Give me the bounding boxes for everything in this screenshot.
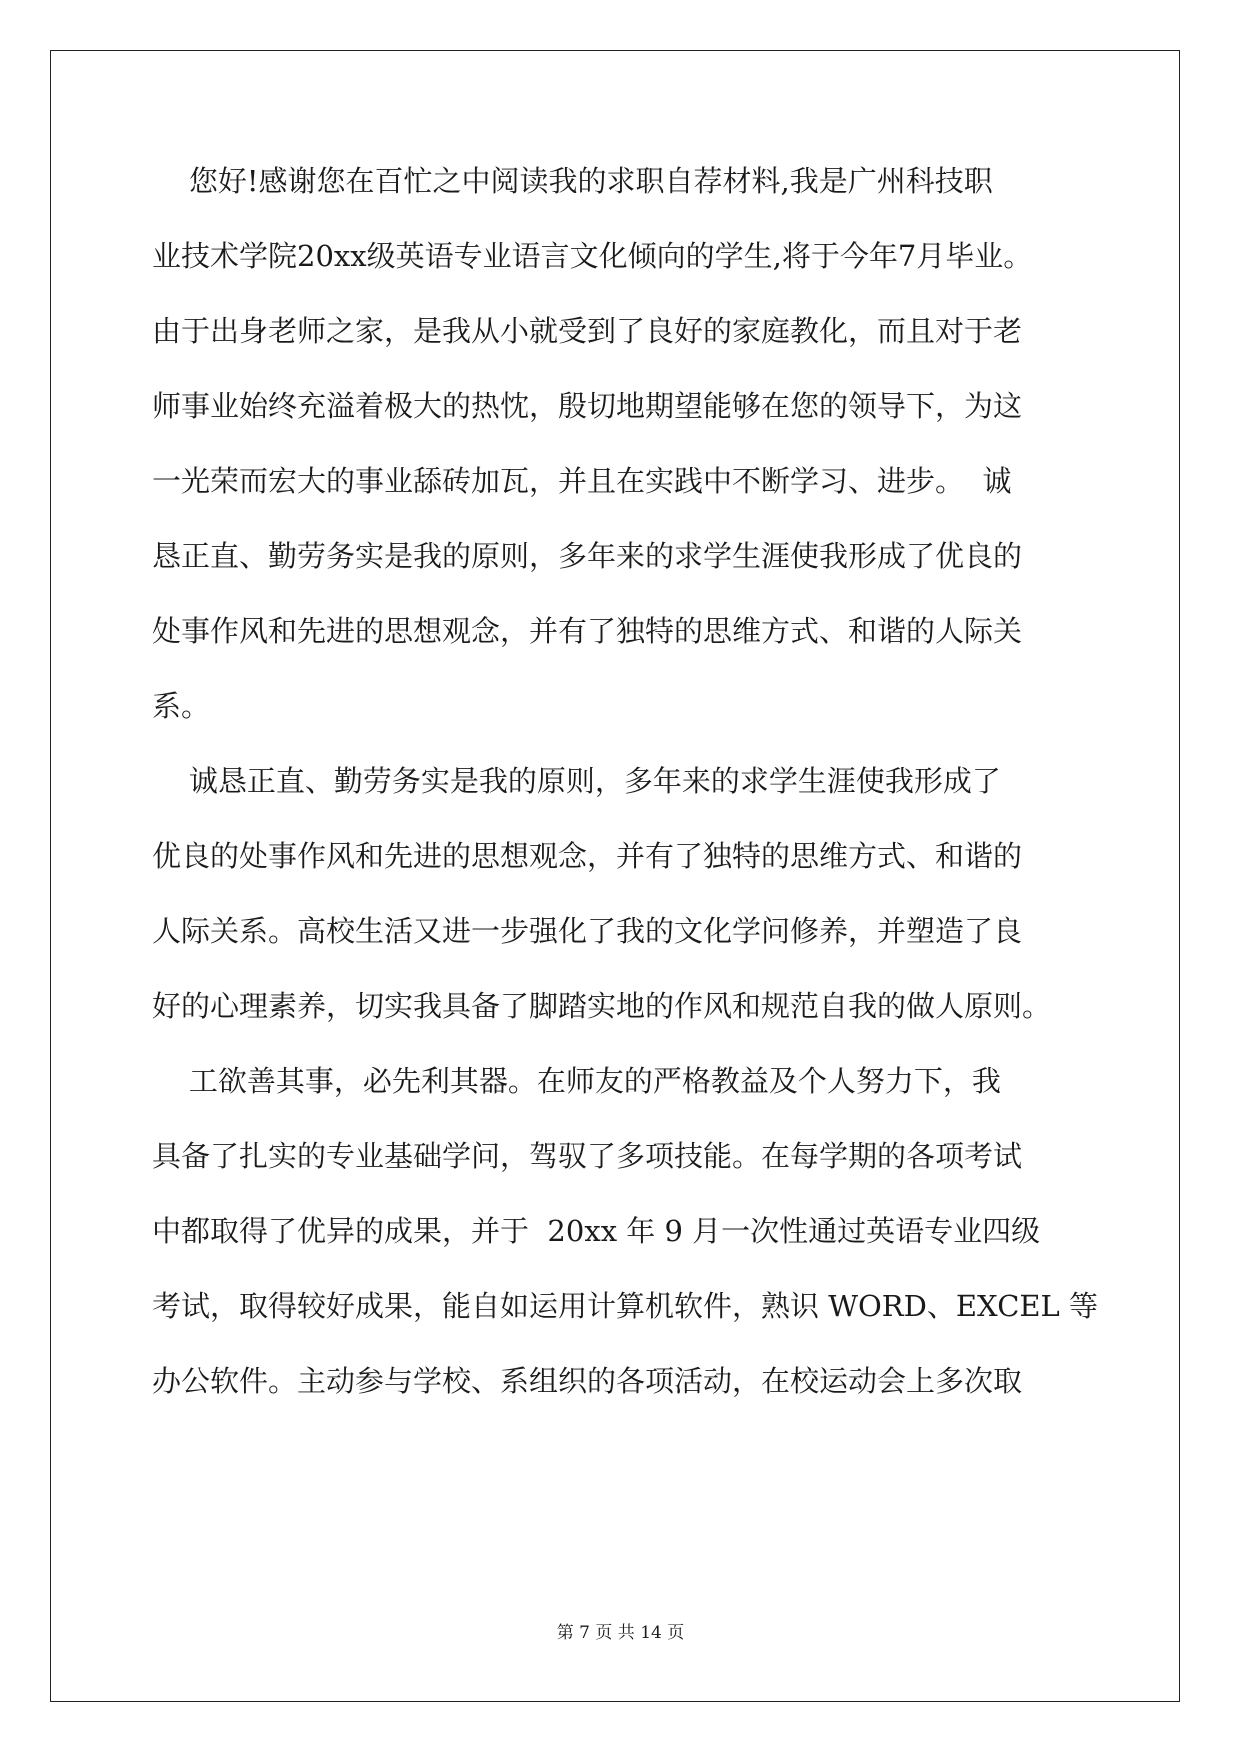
text-line: 考试，取得较好成果，能自如运用计算机软件，熟识 WORD、EXCEL 等	[152, 1289, 1099, 1323]
text-line: 您好!感谢您在百忙之中阅读我的求职自荐材料,我是广州科技职	[152, 164, 993, 198]
text-line: 恳正直、勤劳务实是我的原则，多年来的求学生涯使我形成了优良的	[152, 539, 1023, 573]
text-line: 中都取得了优异的成果，并于 20xx 年 9 月一次性通过英语专业四级	[152, 1214, 1041, 1248]
text-line: 系。	[152, 689, 211, 723]
document-body	[152, 160, 1099, 1435]
text-line: 工欲善其事，必先利其器。在师友的严格教益及个人努力下，我	[152, 1064, 1001, 1098]
text-line: 师事业始终充溢着极大的热忱，殷切地期望能够在您的领导下，为这	[152, 389, 1023, 423]
text-line: 业技术学院20xx级英语专业语言文化倾向的学生,将于今年7月毕业。	[152, 239, 1033, 273]
page-number-footer: 第 7 页 共 14 页	[556, 1623, 685, 1643]
text-line: 一光荣而宏大的事业舔砖加瓦，并且在实践中不断学习、进步。 诚	[152, 464, 1012, 498]
text-line: 处事作风和先进的思想观念，并有了独特的思维方式、和谐的人际关	[152, 614, 1023, 648]
text-line: 好的心理素养，切实我具备了脚踏实地的作风和规范自我的做人原则。	[152, 989, 1052, 1023]
text-line: 办公软件。主动参与学校、系组织的各项活动，在校运动会上多次取	[152, 1364, 1023, 1398]
text-line: 由于出身老师之家，是我从小就受到了良好的家庭教化，而且对于老	[152, 314, 1023, 348]
text-line: 具备了扎实的专业基础学问，驾驭了多项技能。在每学期的各项考试	[152, 1139, 1023, 1173]
text-line: 人际关系。高校生活又进一步强化了我的文化学问修养，并塑造了良	[152, 914, 1023, 948]
text-line: 诚恳正直、勤劳务实是我的原则，多年来的求学生涯使我形成了	[152, 764, 1001, 798]
text-line: 优良的处事作风和先进的思想观念，并有了独特的思维方式、和谐的	[152, 839, 1023, 873]
